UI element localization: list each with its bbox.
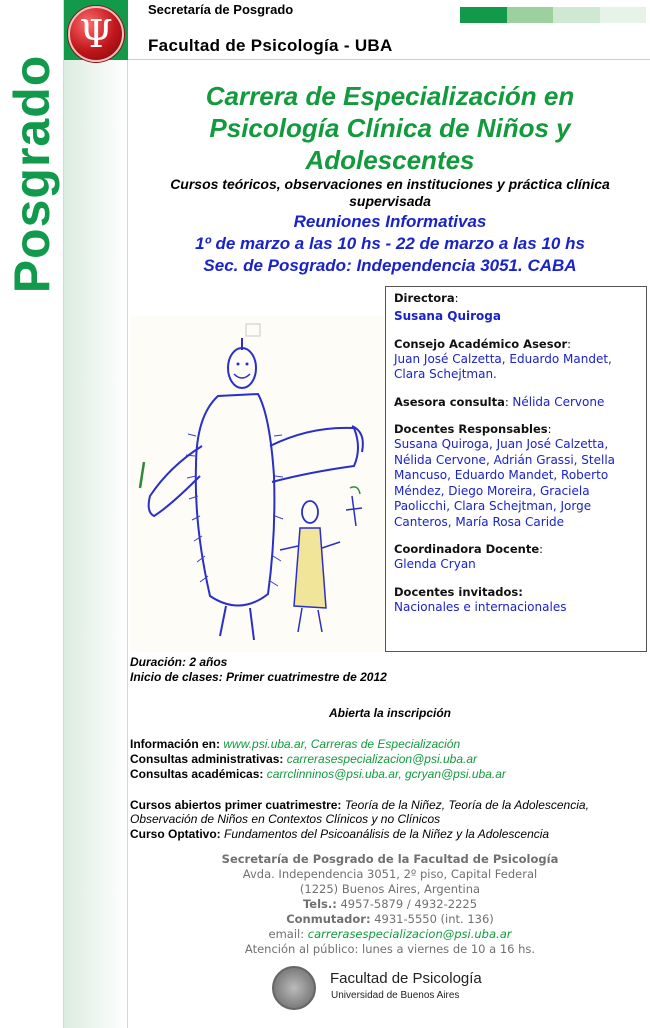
info-label: Información en: [130,737,221,751]
child-drawing-svg [130,316,386,652]
gap [394,410,638,422]
coordinadora-label: Coordinadora Docente [394,542,540,556]
asesora-name: Nélida Cervone [512,394,605,409]
info-row [130,737,460,752]
acad-row [130,767,506,782]
gap [394,530,638,542]
asesora-label: Asesora consulta [394,394,505,409]
conm-label: Conmutador: [286,912,371,926]
faculty-university: Universidad de Buenos Aires [331,990,460,1001]
title-line-1: Carrera de Especialización en [205,81,575,111]
optativo-value: Fundamentos del Psicoanálisis de la Niñez y la Adolescencia [224,827,550,841]
posgrado-vertical-text: Posgrado [4,54,60,294]
footer-tels-row [130,897,650,912]
logo-column-gradient [64,60,128,1028]
cursos-value-1: Teoría de la Niñez, Teoría de la Adolescencia, [344,798,589,812]
directora-label-row: Directora: [394,291,459,305]
header-bar-2 [507,7,554,23]
footer-email-link[interactable]: carrerasespecializacion@psi.uba.ar [307,927,512,941]
optativo-row [130,827,549,842]
header-divider [128,59,650,60]
footer-line-3: (1225) Buenos Aires, Argentina [299,882,481,896]
inscripcion-abierta: Abierta la inscripción [328,706,452,720]
invitados-value: Nacionales e internacionales [394,599,567,614]
cursos-label: Cursos abiertos primer cuatrimestre: [130,798,342,812]
consejo-label-row: Consejo Académico Asesor: [394,336,572,351]
consejo-line-1: Juan José Calzetta, Eduardo Mandet, [394,351,612,366]
invitados-label: Docentes invitados: [394,584,523,599]
admin-row [130,752,477,767]
title-line-2: Psicología Clínica de Niños y [209,113,571,143]
optativo-label: Curso Optativo: [130,827,221,841]
gap [394,573,638,585]
docentes-label: Docentes Responsables [394,422,548,436]
gap [394,383,638,395]
invitados-label-row [394,585,638,600]
directora-label: Directora [394,291,455,305]
psi-symbol: Ψ [79,12,113,56]
header-secretaria: Secretaría de Posgrado [148,2,294,17]
faculty-info-box [385,286,647,652]
docentes-label-row: Docentes Responsables: [394,422,552,436]
header-facultad: Facultad de Psicología - UBA [148,36,393,55]
acad-label: Consultas académicas: [130,767,264,781]
coordinadora-label-row: Coordinadora Docente: [394,542,544,556]
asesora-row: Asesora consulta: Nélida Cervone [394,394,605,409]
faculty-name: Facultad de Psicología [330,970,482,987]
subtitle [132,176,648,210]
subtitle-line-2: supervisada [349,193,431,209]
cursos-row [130,798,589,813]
reuniones-informativas: Reuniones Informativas [293,212,487,231]
footer-line-1: Secretaría de Posgrado de la Facultad de Psicología [221,852,559,866]
posgrado-vertical-title [6,24,58,324]
docentes-line-2: Nélida Cervone, Adrián Grassi, Stella [394,452,616,467]
docentes-line-4: Méndez, Diego Moreira, Graciela [394,483,590,498]
footer-line-2: Avda. Independencia 3051, 2º piso, Capital Federal [242,867,538,881]
logo-column [64,0,128,1028]
duracion: Duración: 2 años [130,655,228,669]
title-line-3: Adolescentes [305,145,475,175]
page-title [140,80,640,176]
footer-horario: Atención al público: lunes a viernes de 10 a 16 hs. [244,942,536,956]
conm-value: 4931-5550 (int. 136) [374,912,494,926]
tels-value: 4957-5879 / 4932-2225 [340,897,478,911]
email-label: email: [268,927,305,941]
docentes-line-5: Paolicchi, Clara Schejtman, Jorge [394,499,592,513]
consejo-label: Consejo Académico Asesor [394,336,568,351]
reuniones-lugar: Sec. de Posgrado: Independencia 3051. CABA [203,256,577,275]
faculty-seal-icon [272,966,316,1010]
child-drawing-image [130,316,386,652]
consejo-line-2: Clara Schejtman. [394,367,497,381]
reuniones-fechas: 1º de marzo a las 10 hs - 22 de marzo a las 10 hs [195,234,585,253]
tels-label: Tels.: [302,897,337,911]
acad-email-link[interactable]: carrclinninos@psi.uba.ar, gcryan@psi.uba.ar [266,767,506,781]
info-link[interactable]: www.psi.uba.ar, Carreras de Especialización [223,737,461,751]
footer-email-row [130,927,650,942]
docentes-line-6: Canteros, María Rosa Caride [394,514,565,529]
docentes-line-1: Susana Quiroga, Juan José Calzetta, [394,437,609,451]
header-bar-3 [553,7,600,23]
admin-label: Consultas administrativas: [130,752,284,766]
admin-email-link[interactable]: carrerasespecializacion@psi.uba.ar [286,752,477,766]
header-bar-4 [600,7,647,23]
gap [394,325,638,337]
footer-contact [130,852,650,957]
footer-conm-row [130,912,650,927]
psi-logo-icon [68,6,124,62]
coordinadora-name: Glenda Cryan [394,557,476,571]
header-color-bars [460,7,646,23]
left-sidebar-band [0,0,64,1028]
subtitle-line-1: Cursos teóricos, observaciones en instituciones y práctica clínica [170,176,610,192]
directora-name: Susana Quiroga [394,309,501,323]
header-bar-1 [460,7,507,23]
inicio-clases: Inicio de clases: Primer cuatrimestre de 2012 [130,670,387,684]
docentes-line-3: Mancuso, Eduardo Mandet, Roberto [394,468,609,482]
cursos-value-2: Observación de Niños en Contextos Clínicos y no Clínicos [130,812,441,826]
